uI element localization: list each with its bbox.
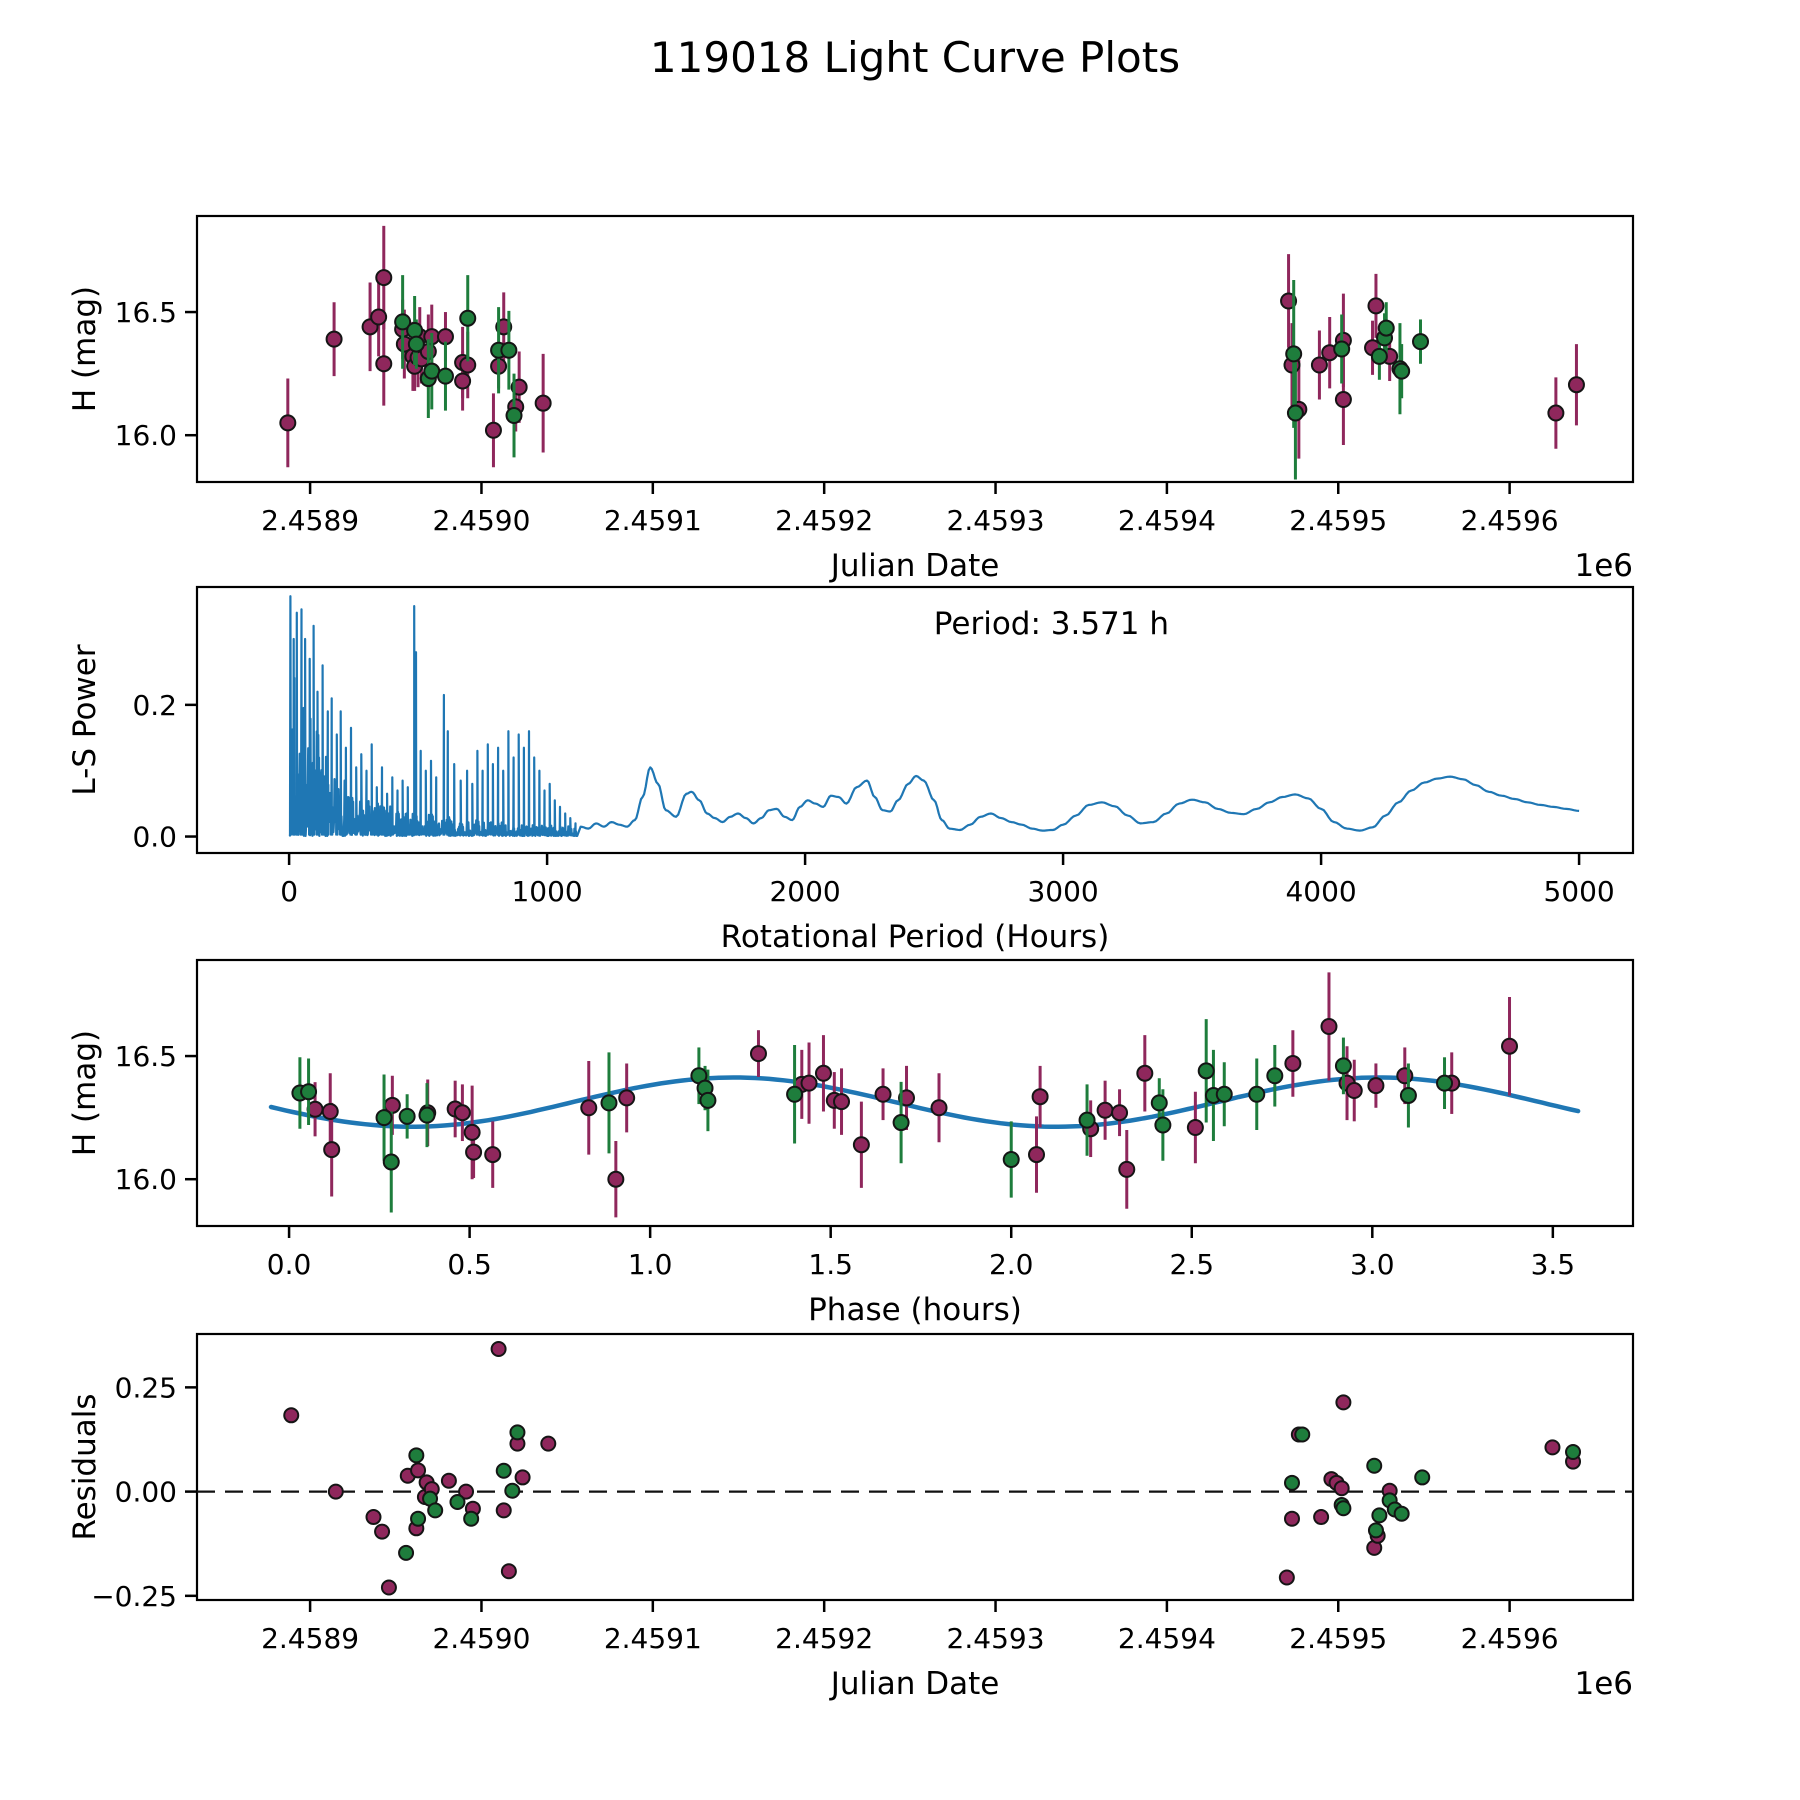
plot-area-phase_folded <box>197 960 1633 1226</box>
tick-or-axis-label: 2.0 <box>988 1248 1034 1281</box>
data-point <box>1280 1570 1294 1584</box>
data-point <box>1437 1076 1452 1091</box>
data-point <box>1336 392 1351 407</box>
data-point <box>280 415 295 430</box>
tick-or-axis-label: 0.25 <box>114 1371 177 1405</box>
data-point <box>581 1100 596 1115</box>
data-point <box>854 1137 869 1152</box>
data-point <box>1372 349 1387 364</box>
data-point <box>376 356 391 371</box>
tick-or-axis-label: 3.0 <box>1350 1248 1395 1281</box>
data-point <box>1098 1103 1113 1118</box>
data-point <box>1397 1068 1412 1083</box>
data-point <box>377 1110 392 1125</box>
tick-or-axis-label: 16.5 <box>114 1040 177 1074</box>
data-point <box>1288 406 1303 421</box>
data-point <box>1413 334 1428 349</box>
data-point <box>1401 1088 1416 1103</box>
data-point <box>1545 1440 1559 1454</box>
data-point <box>1295 1427 1309 1441</box>
data-point <box>787 1087 802 1102</box>
data-point <box>700 1093 715 1108</box>
data-point <box>516 1470 530 1484</box>
tick-or-axis-label: 2.4594 <box>1117 504 1216 537</box>
data-point <box>1502 1039 1517 1054</box>
data-point <box>455 1105 470 1120</box>
data-point <box>465 1125 480 1140</box>
data-point <box>505 1484 519 1498</box>
tick-or-axis-label: Residuals <box>67 1393 103 1541</box>
tick-or-axis-label: 1e6 <box>1574 1666 1633 1702</box>
data-point <box>1119 1162 1134 1177</box>
data-point <box>382 1580 396 1594</box>
data-point <box>1569 377 1584 392</box>
data-point <box>329 1485 343 1499</box>
data-point <box>1369 1523 1383 1537</box>
tick-or-axis-label: 2.4590 <box>432 504 531 537</box>
data-point <box>894 1115 909 1130</box>
tick-or-axis-label: −0.25 <box>91 1579 177 1613</box>
panel-periodogram <box>67 587 1633 955</box>
data-point <box>834 1094 849 1109</box>
data-point <box>371 309 386 324</box>
tick-or-axis-label: 2.4589 <box>261 1622 360 1655</box>
tick-or-axis-label: 2.4592 <box>775 504 874 537</box>
data-point <box>1080 1113 1095 1128</box>
data-point <box>751 1046 766 1061</box>
data-point <box>464 1512 478 1526</box>
tick-or-axis-label: 1.0 <box>627 1248 673 1281</box>
tick-or-axis-label: 0.0 <box>132 820 177 854</box>
tick-or-axis-label: 2.4593 <box>946 504 1045 537</box>
tick-or-axis-label: 2.4596 <box>1460 1622 1559 1655</box>
data-point <box>327 332 342 347</box>
data-point <box>541 1437 555 1451</box>
data-point <box>428 1503 442 1517</box>
data-point <box>376 270 391 285</box>
tick-or-axis-label: 0 <box>280 875 299 908</box>
data-point <box>501 343 516 358</box>
tick-or-axis-label: 1e6 <box>1574 548 1633 584</box>
tick-or-axis-label: 2.4595 <box>1289 504 1388 537</box>
data-point <box>1137 1066 1152 1081</box>
tick-or-axis-label: 2.4591 <box>603 1622 702 1655</box>
tick-or-axis-label: 1.5 <box>808 1248 853 1281</box>
data-point <box>608 1172 623 1187</box>
data-point <box>411 1463 425 1477</box>
tick-or-axis-label: 2.4593 <box>946 1622 1045 1655</box>
tick-or-axis-label: 2000 <box>769 875 841 908</box>
data-point <box>1004 1152 1019 1167</box>
data-point <box>1335 1481 1349 1495</box>
tick-or-axis-label: 4000 <box>1285 875 1357 908</box>
tick-or-axis-label: 2.4594 <box>1117 1622 1216 1655</box>
data-point <box>460 311 475 326</box>
data-point <box>409 337 424 352</box>
data-point <box>438 369 453 384</box>
data-point <box>411 1512 425 1526</box>
data-point <box>301 1084 316 1099</box>
data-point <box>1415 1470 1429 1484</box>
data-point <box>1217 1087 1232 1102</box>
data-point <box>450 1495 464 1509</box>
data-point <box>1033 1089 1048 1104</box>
data-point <box>1029 1147 1044 1162</box>
tick-or-axis-label: Julian Date <box>830 548 1000 584</box>
data-point <box>1155 1118 1170 1133</box>
panels-group <box>67 216 1633 1702</box>
figure-title: 119018 Light Curve Plots <box>649 33 1181 82</box>
data-point <box>536 396 551 411</box>
data-point <box>510 1425 524 1439</box>
data-point <box>485 1147 500 1162</box>
data-point <box>1566 1445 1580 1459</box>
tick-or-axis-label: 3000 <box>1027 875 1099 908</box>
tick-or-axis-label: H (mag) <box>67 1029 103 1157</box>
panel-phase_folded <box>67 960 1633 1328</box>
data-point <box>816 1066 831 1081</box>
data-point <box>384 1154 399 1169</box>
data-point <box>400 1109 415 1124</box>
tick-or-axis-label: Phase (hours) <box>808 1292 1022 1328</box>
tick-or-axis-label: 2.4589 <box>261 504 360 537</box>
data-point <box>876 1087 891 1102</box>
data-point <box>442 1474 456 1488</box>
data-point <box>1379 321 1394 336</box>
data-point <box>1285 1056 1300 1071</box>
data-point <box>497 1464 511 1478</box>
data-point <box>367 1510 381 1524</box>
data-point <box>1112 1105 1127 1120</box>
data-point <box>1267 1068 1282 1083</box>
data-point <box>1321 1019 1336 1034</box>
data-point <box>1285 1476 1299 1490</box>
data-point <box>1152 1095 1167 1110</box>
tick-or-axis-label: 3.5 <box>1530 1248 1576 1281</box>
data-point <box>1367 1459 1381 1473</box>
tick-or-axis-label: 0.5 <box>447 1248 492 1281</box>
tick-or-axis-label: Julian Date <box>830 1666 1000 1702</box>
data-point <box>601 1095 616 1110</box>
data-point <box>409 1448 423 1462</box>
data-point <box>1394 364 1409 379</box>
data-point <box>1336 1395 1350 1409</box>
data-point <box>497 1503 511 1517</box>
data-point <box>1285 1512 1299 1526</box>
tick-or-axis-label: 2.4595 <box>1289 1622 1388 1655</box>
data-point <box>619 1090 634 1105</box>
data-point <box>502 1564 516 1578</box>
data-point <box>1548 406 1563 421</box>
data-point <box>1336 1058 1351 1073</box>
data-point <box>323 1104 338 1119</box>
tick-or-axis-label: 0.2 <box>132 688 177 722</box>
data-point <box>802 1076 817 1091</box>
data-point <box>486 423 501 438</box>
data-point <box>1286 346 1301 361</box>
data-point <box>1368 298 1383 313</box>
tick-or-axis-label: L-S Power <box>67 644 103 796</box>
tick-or-axis-label: 2.4591 <box>603 504 702 537</box>
data-point <box>1312 358 1327 373</box>
data-point <box>1188 1120 1203 1135</box>
data-point <box>1334 342 1349 357</box>
data-point <box>455 374 470 389</box>
tick-or-axis-label: 1000 <box>511 875 583 908</box>
tick-or-axis-label: 16.5 <box>114 296 177 330</box>
panel-residuals <box>67 1334 1633 1702</box>
tick-or-axis-label: H (mag) <box>67 285 103 413</box>
data-point <box>324 1142 339 1157</box>
data-point <box>492 1342 506 1356</box>
tick-or-axis-label: 5000 <box>1543 875 1615 908</box>
tick-or-axis-label: 0.0 <box>266 1248 312 1281</box>
data-point <box>399 1546 413 1560</box>
data-point <box>1249 1087 1264 1102</box>
period-annotation: Period: 3.571 h <box>933 606 1170 642</box>
panel-light_curve <box>67 216 1633 584</box>
tick-or-axis-label: Rotational Period (Hours) <box>720 919 1110 955</box>
data-point <box>375 1525 389 1539</box>
data-point <box>1395 1507 1409 1521</box>
data-point <box>284 1408 298 1422</box>
tick-or-axis-label: 16.0 <box>114 1163 177 1197</box>
tick-or-axis-label: 2.4592 <box>775 1622 874 1655</box>
tick-or-axis-label: 0.00 <box>114 1475 177 1509</box>
data-point <box>1199 1063 1214 1078</box>
data-point <box>466 1145 481 1160</box>
data-point <box>507 408 522 423</box>
tick-or-axis-label: 2.5 <box>1169 1248 1215 1281</box>
data-point <box>1336 1501 1350 1515</box>
data-point <box>1372 1508 1386 1522</box>
tick-or-axis-label: 16.0 <box>114 419 177 453</box>
tick-or-axis-label: 2.4590 <box>432 1622 531 1655</box>
data-point <box>420 1108 435 1123</box>
data-point <box>1314 1510 1328 1524</box>
data-point <box>1347 1083 1362 1098</box>
data-point <box>1368 1078 1383 1093</box>
tick-or-axis-label: 2.4596 <box>1460 504 1559 537</box>
data-point <box>932 1100 947 1115</box>
